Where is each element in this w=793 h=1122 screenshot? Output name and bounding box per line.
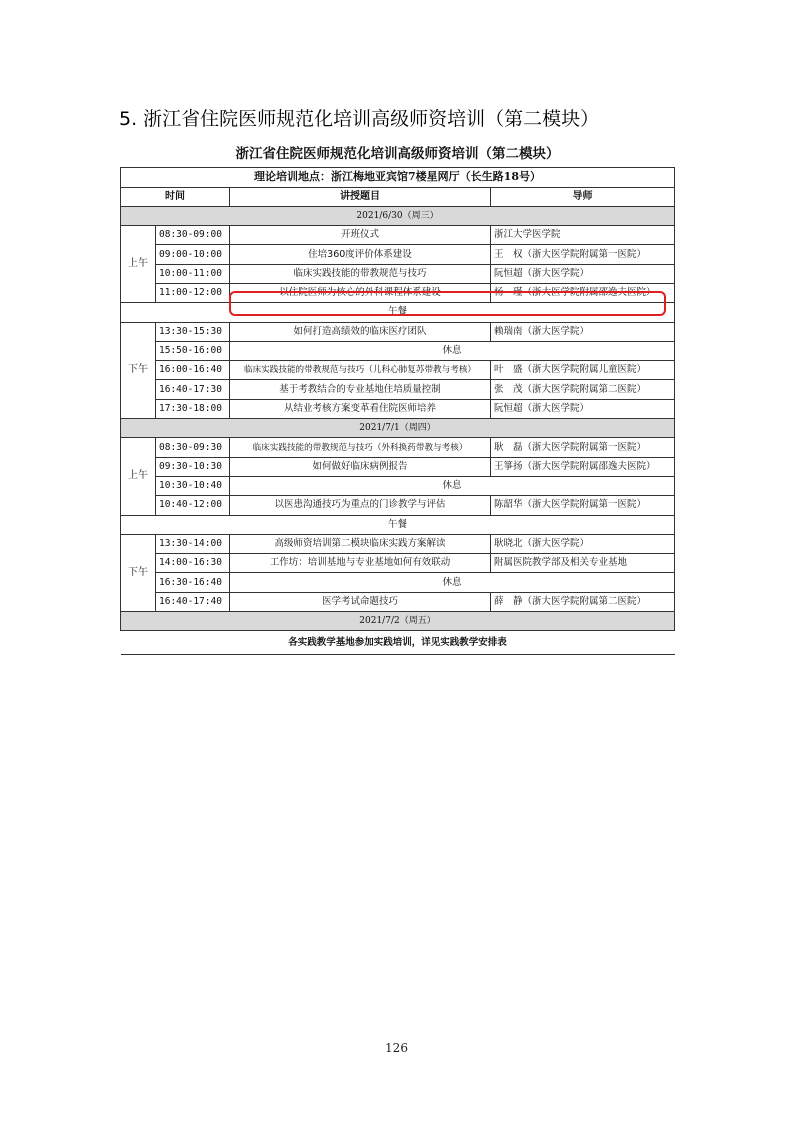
- topic-cell: 基于考教结合的专业基地住培质量控制: [230, 380, 491, 399]
- table-title: 浙江省住院医师规范化培训高级师资培训（第二模块）: [121, 142, 675, 167]
- topic-cell: 临床实践技能的带教规范与技巧（儿科心肺复苏带教与考核）: [230, 361, 491, 380]
- date-row: 2021/7/2（周五）: [121, 612, 675, 631]
- topic-cell: 医学考试命题技巧: [230, 592, 491, 611]
- time-cell: 10:00-11:00: [156, 264, 230, 283]
- lunch-row: 午餐: [121, 515, 675, 534]
- table-row: [121, 322, 675, 341]
- period-morning: 上午: [121, 438, 156, 515]
- topic-cell: 从结业考核方案变革看住院医师培养: [230, 399, 491, 418]
- topic-cell: 临床实践技能的带教规范与技巧（外科换药带教与考核）: [230, 438, 491, 457]
- table-row: [121, 245, 675, 264]
- time-cell: 13:30-14:00: [156, 534, 230, 553]
- time-cell: 16:40-17:30: [156, 380, 230, 399]
- tutor-cell: 薛 静（浙大医学院附属第二医院）: [491, 592, 675, 611]
- date-row: 2021/6/30（周三）: [121, 206, 675, 225]
- topic-cell: 如何做好临床病例报告: [230, 457, 491, 476]
- time-cell: 09:00-10:00: [156, 245, 230, 264]
- tutor-cell: 阮恒超（浙大医学院）: [491, 399, 675, 418]
- break-cell: 休息: [230, 476, 675, 495]
- time-cell: 17:30-18:00: [156, 399, 230, 418]
- table-row: [121, 476, 675, 495]
- table-row: [121, 457, 675, 476]
- time-cell: 13:30-15:30: [156, 322, 230, 341]
- lunch-row: 午餐: [121, 303, 675, 322]
- time-cell: 10:40-12:00: [156, 496, 230, 515]
- section-heading: 5. 浙江省住院医师规范化培训高级师资培训（第二模块）: [119, 108, 600, 130]
- table-row: [121, 554, 675, 573]
- table-row: [121, 341, 675, 360]
- table-row: [121, 534, 675, 553]
- period-afternoon: 下午: [121, 322, 156, 418]
- break-cell: 休息: [230, 573, 675, 592]
- topic-cell: 以住院医师为核心的外科课程体系建设: [230, 283, 491, 302]
- break-cell: 休息: [230, 341, 675, 360]
- time-cell: 11:00-12:00: [156, 283, 230, 302]
- tutor-cell: 叶 盛（浙大医学院附属儿童医院）: [491, 361, 675, 380]
- table-row: [121, 264, 675, 283]
- time-cell: 09:30-10:30: [156, 457, 230, 476]
- topic-cell: 如何打造高绩效的临床医疗团队: [230, 322, 491, 341]
- schedule-table: [120, 142, 675, 655]
- table-row: [121, 573, 675, 592]
- footer-note: 各实践教学基地参加实践培训，详见实践教学安排表: [121, 631, 675, 655]
- time-cell: 10:30-10:40: [156, 476, 230, 495]
- tutor-cell: 杨 瑾（浙大医学院附属邵逸夫医院）: [491, 283, 675, 302]
- topic-cell: 工作坊：培训基地与专业基地如何有效联动: [230, 554, 491, 573]
- page-number: 126: [385, 1041, 408, 1055]
- header-tutor: 导师: [491, 187, 675, 206]
- time-cell: 16:30-16:40: [156, 573, 230, 592]
- time-cell: 14:00-16:30: [156, 554, 230, 573]
- tutor-cell: 浙江大学医学院: [491, 226, 675, 245]
- time-cell: 16:40-17:40: [156, 592, 230, 611]
- tutor-cell: 王箏扬（浙大医学院附属邵逸夫医院）: [491, 457, 675, 476]
- time-cell: 08:30-09:00: [156, 226, 230, 245]
- topic-cell: 高级师资培训第二模块临床实践方案解读: [230, 534, 491, 553]
- topic-cell: 开班仪式: [230, 226, 491, 245]
- topic-cell: 以医患沟通技巧为重点的门诊教学与评估: [230, 496, 491, 515]
- tutor-cell: 耿晓北（浙大医学院）: [491, 534, 675, 553]
- table-row: [121, 496, 675, 515]
- time-cell: 16:00-16:40: [156, 361, 230, 380]
- tutor-cell: 王 权（浙大医学院附属第一医院）: [491, 245, 675, 264]
- tutor-cell: 赖瑞南（浙大医学院）: [491, 322, 675, 341]
- topic-cell: 临床实践技能的带教规范与技巧: [230, 264, 491, 283]
- period-afternoon: 下午: [121, 534, 156, 611]
- table-row: [121, 226, 675, 245]
- table-row: [121, 361, 675, 380]
- table-row: [121, 438, 675, 457]
- venue-line: 理论培训地点：浙江梅地亚宾馆7楼星网厅（长生路18号）: [121, 167, 675, 187]
- tutor-cell: 陈韶华（浙大医学院附属第一医院）: [491, 496, 675, 515]
- time-cell: 15:50-16:00: [156, 341, 230, 360]
- tutor-cell: 附属医院教学部及相关专业基地: [491, 554, 675, 573]
- header-topic: 讲授题目: [230, 187, 491, 206]
- topic-cell: 住培360度评价体系建设: [230, 245, 491, 264]
- period-morning: 上午: [121, 226, 156, 303]
- table-row: [121, 592, 675, 611]
- table-row: [121, 380, 675, 399]
- header-time: 时间: [121, 187, 230, 206]
- tutor-cell: 张 茂（浙大医学院附属第二医院）: [491, 380, 675, 399]
- highlight-box: [229, 291, 666, 316]
- date-row: 2021/7/1（周四）: [121, 419, 675, 438]
- tutor-cell: 阮恒超（浙大医学院）: [491, 264, 675, 283]
- time-cell: 08:30-09:30: [156, 438, 230, 457]
- tutor-cell: 耿 磊（浙大医学院附属第一医院）: [491, 438, 675, 457]
- table-row: [121, 399, 675, 418]
